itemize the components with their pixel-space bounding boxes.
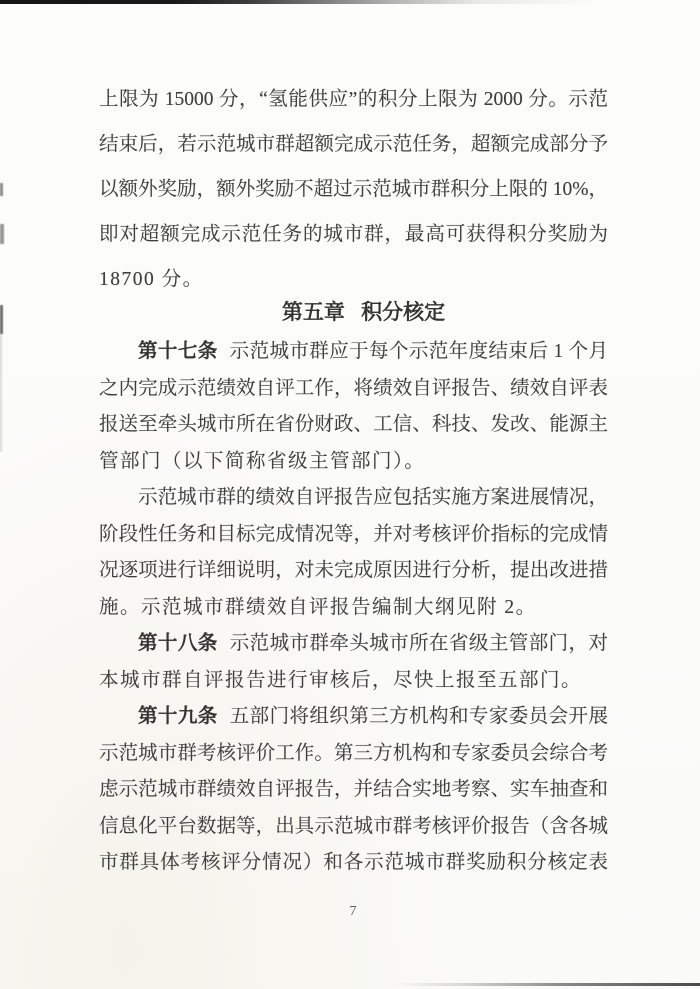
text-line: 之内完成示范绩效自评工作，将绩效自评报告、绩效自评表	[99, 377, 608, 399]
document-body	[99, 334, 608, 882]
text-line: 上限为 15000 分，“氢能供应”的积分上限为 2000 分。示范	[99, 89, 608, 110]
article-17-first-line-text: 示范城市群应于每个示范年度结束后 1 个月	[229, 341, 608, 362]
page-content	[99, 0, 608, 989]
chapter-heading: 第五章 积分核定	[281, 300, 446, 324]
text-line: 报送至牵头城市所在省份财政、工信、科技、发改、能源主	[99, 414, 608, 435]
text-line: 18700 分。	[99, 269, 204, 290]
article-19-first-line-text: 五部门将组织第三方机构和专家委员会开展	[229, 706, 608, 727]
text-line: 虑示范城市群绩效自评报告，并结合实地考察、实车抽查和	[99, 779, 608, 800]
scan-artifact-left-mark	[0, 183, 3, 196]
scan-artifact-left-mark	[0, 305, 3, 334]
text-line: 管部门（以下简称省级主管部门）。	[99, 450, 426, 472]
text-line: 况逐项进行详细说明，对未完成原因进行分析，提出改进措	[99, 560, 608, 581]
article-18-first-line-text: 示范城市群牵头城市所在省级主管部门，对	[229, 633, 608, 654]
text-line: 以额外奖励，额外奖励不超过示范城市群积分上限的 10%，	[99, 179, 608, 200]
paragraph-continuation	[99, 77, 608, 302]
text-line: 信息化平台数据等，出具示范城市群考核评价报告（含各城	[99, 815, 608, 837]
scan-artifact-left-mark	[0, 224, 4, 244]
text-line: 施。示范城市群绩效自评报告编制大纲见附 2。	[99, 596, 537, 618]
article-17-term: 第十七条	[138, 341, 218, 362]
text-line: 即对超额完成示范任务的城市群，最高可获得积分奖励为	[99, 224, 608, 245]
article-19-term: 第十九条	[138, 706, 218, 727]
scan-artifact-left-mark	[0, 334, 2, 452]
article-18-term: 第十八条	[138, 633, 218, 654]
article-17-first-line	[99, 334, 608, 371]
text-line: 结束后，若示范城市群超额完成示范任务，超额完成部分予	[99, 134, 608, 155]
text-line: 阶段性任务和目标完成情况等，并对考核评价指标的完成情	[99, 523, 608, 545]
page-number: 7	[349, 904, 358, 919]
text-line: 本城市群自评报告进行审核后，尽快上报至五部门。	[99, 669, 583, 691]
article-19-first-line	[99, 699, 608, 736]
self-evaluation-first-line: 示范城市群的绩效自评报告应包括实施方案进展情况，	[138, 487, 608, 508]
text-line: 示范城市群考核评价工作。第三方机构和专家委员会综合考	[99, 742, 608, 764]
text-line: 市群具体考核评分情况）和各示范城市群奖励积分核定表	[99, 852, 608, 873]
article-18-first-line	[99, 626, 608, 663]
